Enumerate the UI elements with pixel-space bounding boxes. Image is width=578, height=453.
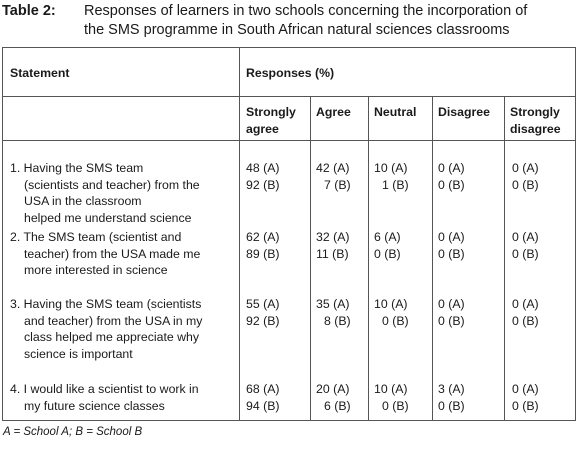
agree-cell: 32 (A) 11 (B)	[316, 230, 350, 261]
statement-column-divider	[239, 48, 240, 420]
responses-header: Responses (%)	[246, 66, 335, 80]
header-divider	[3, 96, 575, 97]
table-caption	[2, 2, 576, 42]
statement-cell: 3. Having the SMS team (scientists and teacher) from the USA in my class helped me appreciate why science is important	[10, 297, 203, 361]
strongly-agree-cell: 62 (A) 89 (B)	[246, 230, 280, 261]
statement-cell: 2. The SMS team (scientist and teacher) from the USA made me more interested in science	[10, 230, 201, 277]
strongly-agree-cell: 55 (A) 92 (B)	[246, 297, 280, 328]
table-title-line-1: Responses of learners in two schools concerning the incorporation of	[84, 3, 528, 19]
agree-cell: 35 (A) 8 (B)	[316, 297, 351, 328]
statement-cell: 4. I would like a scientist to work in my future science classes	[10, 382, 199, 413]
responses-table	[2, 47, 576, 421]
table-title	[84, 2, 574, 40]
strongly-agree-cell: 68 (A) 94 (B)	[246, 382, 280, 413]
strongly-disagree-cell: 0 (A) 0 (B)	[512, 230, 539, 261]
table-footnote: A = School A; B = School B	[3, 426, 143, 438]
body-divider	[3, 140, 575, 141]
disagree-cell: 0 (A) 0 (B)	[438, 297, 465, 328]
neutral-cell: 6 (A) 0 (B)	[374, 230, 401, 261]
disagree-cell: 3 (A) 0 (B)	[438, 382, 465, 413]
statement-header: Statement	[10, 66, 70, 80]
agree-header: Agree	[316, 105, 351, 119]
agree-cell: 42 (A) 7 (B)	[316, 161, 351, 192]
strongly-disagree-cell: 0 (A) 0 (B)	[512, 297, 539, 328]
neutral-cell: 10 (A) 1 (B)	[374, 161, 409, 192]
column-divider	[504, 97, 505, 420]
column-divider	[432, 97, 433, 420]
disagree-cell: 0 (A) 0 (B)	[438, 161, 465, 192]
disagree-cell: 0 (A) 0 (B)	[438, 230, 465, 261]
column-divider	[368, 97, 369, 420]
neutral-cell: 10 (A) 0 (B)	[374, 297, 409, 328]
neutral-header: Neutral	[374, 105, 417, 119]
strongly-agree-header: Strongly agree	[246, 105, 296, 136]
neutral-cell: 10 (A) 0 (B)	[374, 382, 409, 413]
column-divider	[310, 97, 311, 420]
strongly-disagree-cell: 0 (A) 0 (B)	[512, 382, 539, 413]
strongly-agree-cell: 48 (A) 92 (B)	[246, 161, 280, 192]
statement-cell: 1. Having the SMS team (scientists and teacher) from the USA in the classroom helped me understand science	[10, 161, 200, 225]
table-label: Table 2:	[2, 3, 56, 19]
disagree-header: Disagree	[438, 105, 490, 119]
strongly-disagree-header: Strongly disagree	[510, 105, 561, 136]
strongly-disagree-cell: 0 (A) 0 (B)	[512, 161, 539, 192]
agree-cell: 20 (A) 6 (B)	[316, 382, 351, 413]
table-title-line-2: the SMS programme in South African natural sciences classrooms	[84, 22, 510, 38]
